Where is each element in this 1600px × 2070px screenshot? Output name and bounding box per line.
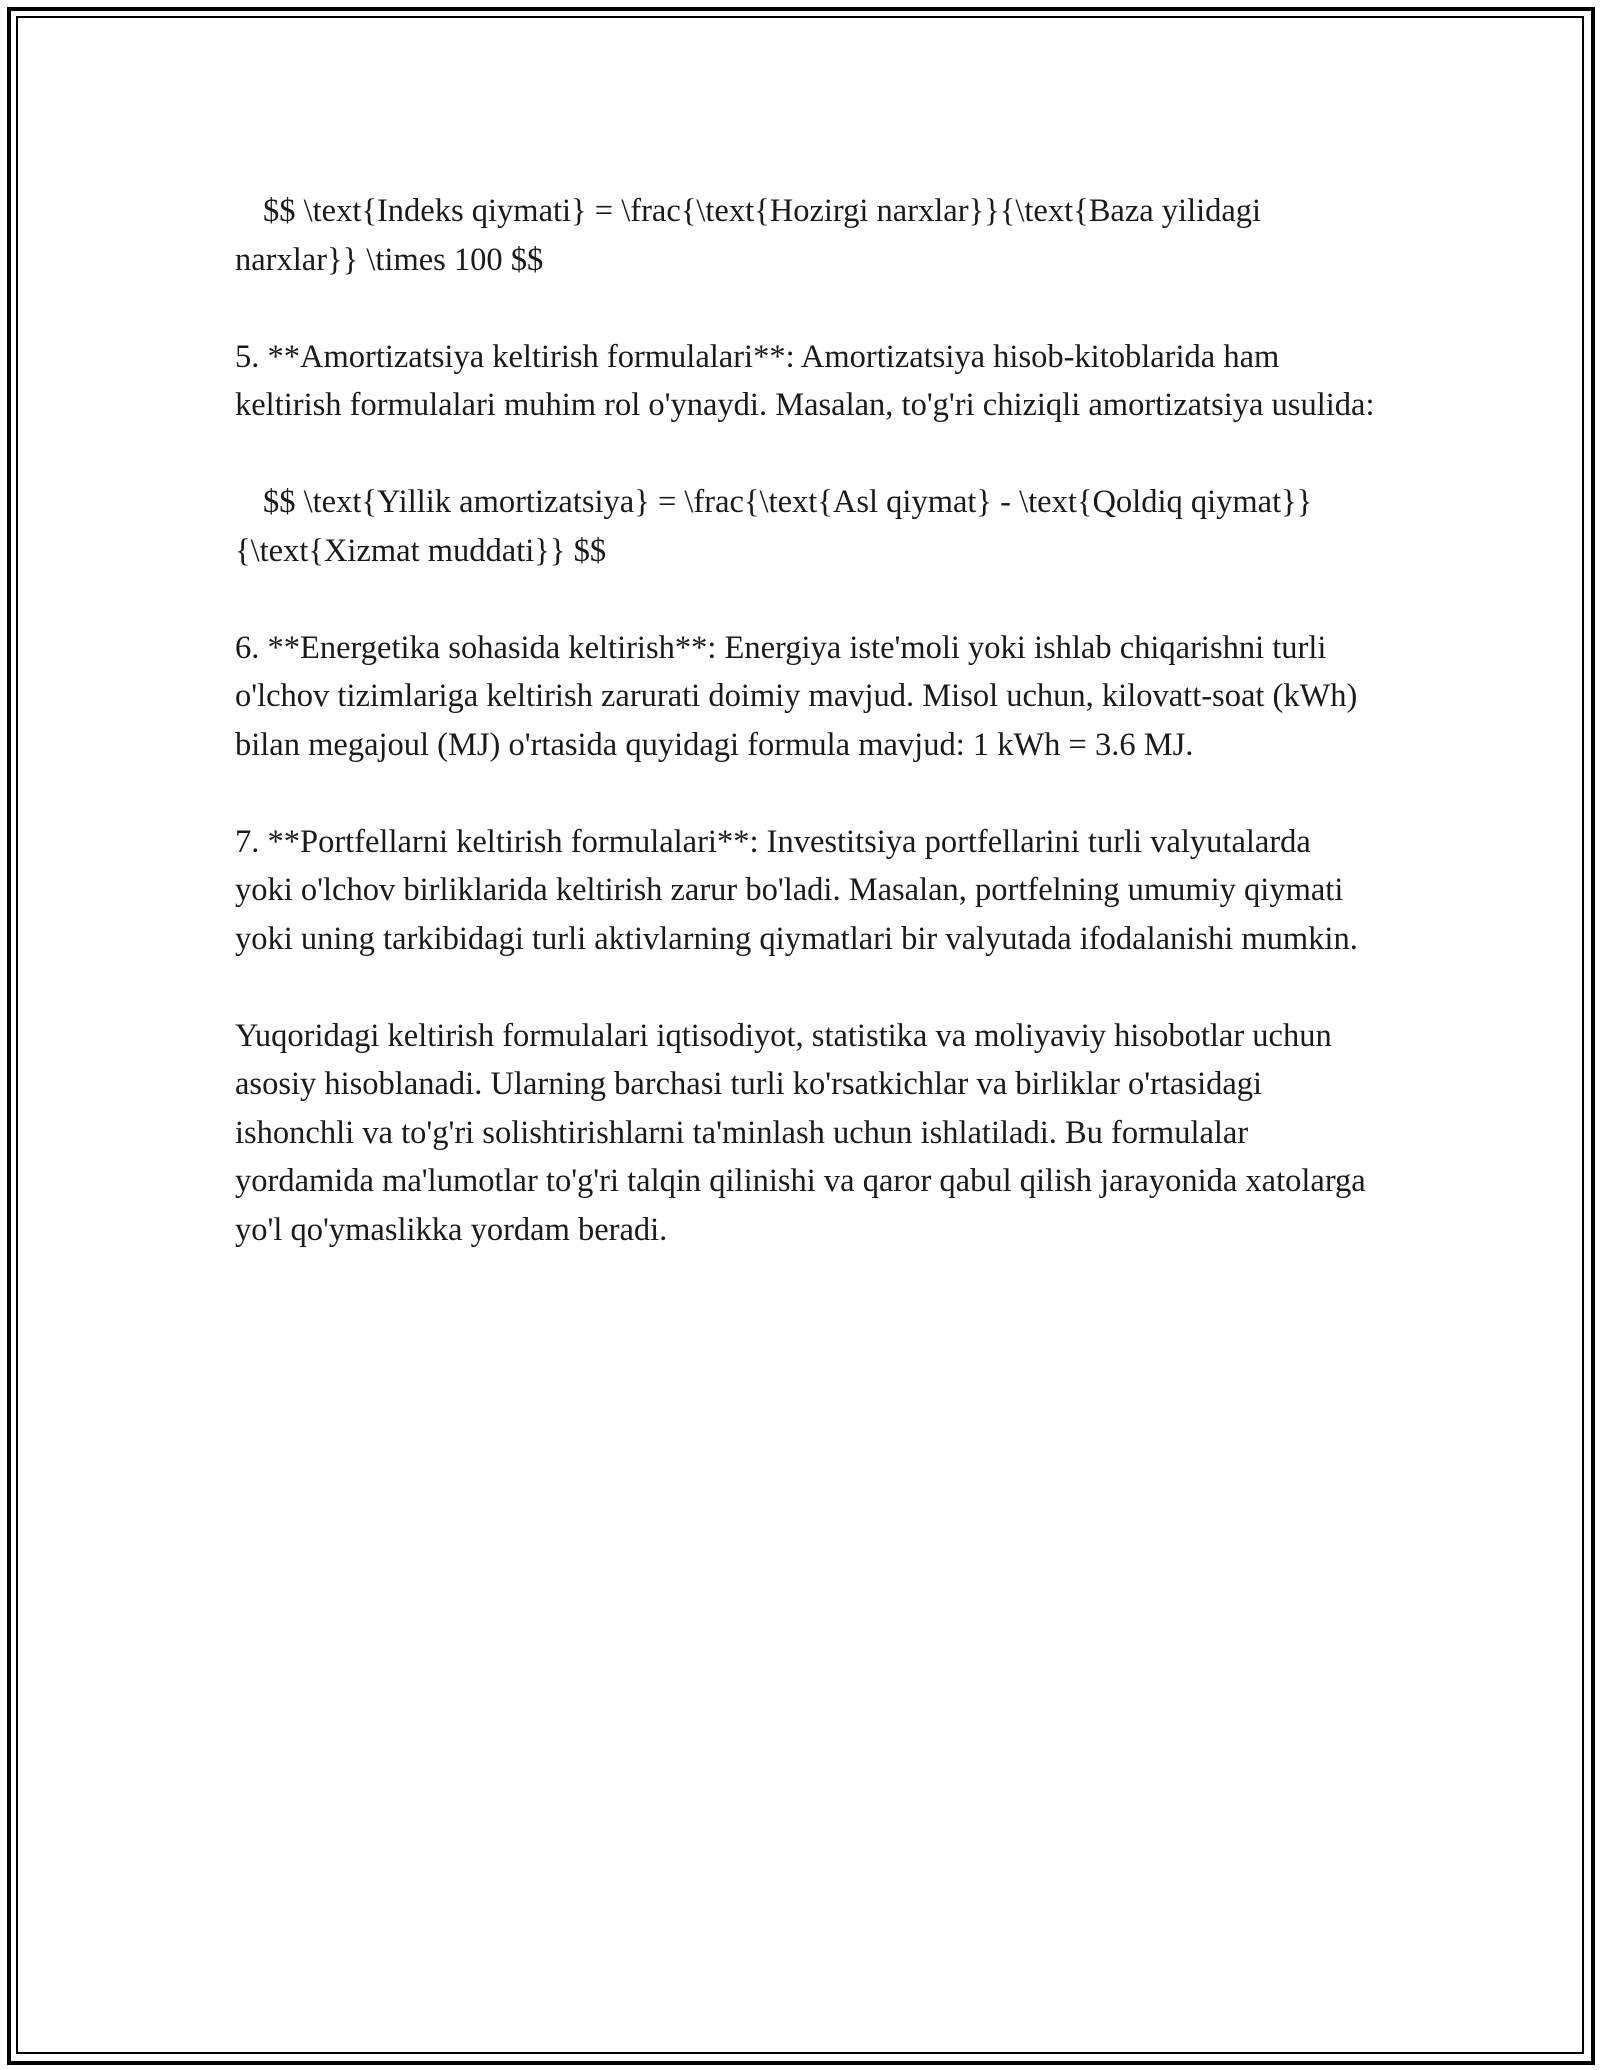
formula-index-value: $$ \text{Indeks qiymati} = \frac{\text{Hozirgi narxlar}}{\text{Baza yilidagi narxlar}} \times 100 $$	[235, 193, 1270, 278]
formula-annual-amortization: $$ \text{Yillik amortizatsiya} = \frac{\text{Asl qiymat} - \text{Qoldiq qiymat}}{\text{Xizmat muddati}} $$	[235, 484, 1313, 569]
paragraph-energy: 6. **Energetika sohasida keltirish**: Energiya iste'moli yoki ishlab chiqarishni turli o'lchov tizimlariga keltirish zarurati doimiy mavjud. Misol uchun, kilovatt-soat (kWh) bilan megajoul (MJ) o'rtasida quyidagi formula mavjud: 1 kWh = 3.6 MJ.	[235, 629, 1366, 763]
document-body	[235, 187, 1375, 1303]
paragraph-portfolios: 7. **Portfellarni keltirish formulalari**: Investitsiya portfellarini turli valyutalarda yoki o'lchov birliklarida keltirish zarur bo'ladi. Masalan, portfelning umumiy qiymati yoki uning tarkibidagi turli aktivlarning qiymatlari bir valyutada ifodalanishi mumkin.	[235, 823, 1358, 957]
paragraph-amortization: 5. **Amortizatsiya keltirish formulalari**: Amortizatsiya hisob-kitoblarida ham keltirish formulalari muhim rol o'ynaydi. Masalan, to'g'ri chiziqli amortizatsiya usulida:	[235, 338, 1375, 423]
paragraph-conclusion: Yuqoridagi keltirish formulalari iqtisodiyot, statistika va moliyaviy hisobotlar uchun asosiy hisoblanadi. Ularning barchasi turli ko'rsatkichlar va birliklar o'rtasidagi ishonchli va to'g'ri solishtirishlarni ta'minlash uchun ishlatiladi. Bu formulalar yordamida ma'lumotlar to'g'ri talqin qilinishi va qaror qabul qilish jarayonida xatolarga yo'l qo'ymaslikka yordam beradi.	[235, 1017, 1374, 1248]
